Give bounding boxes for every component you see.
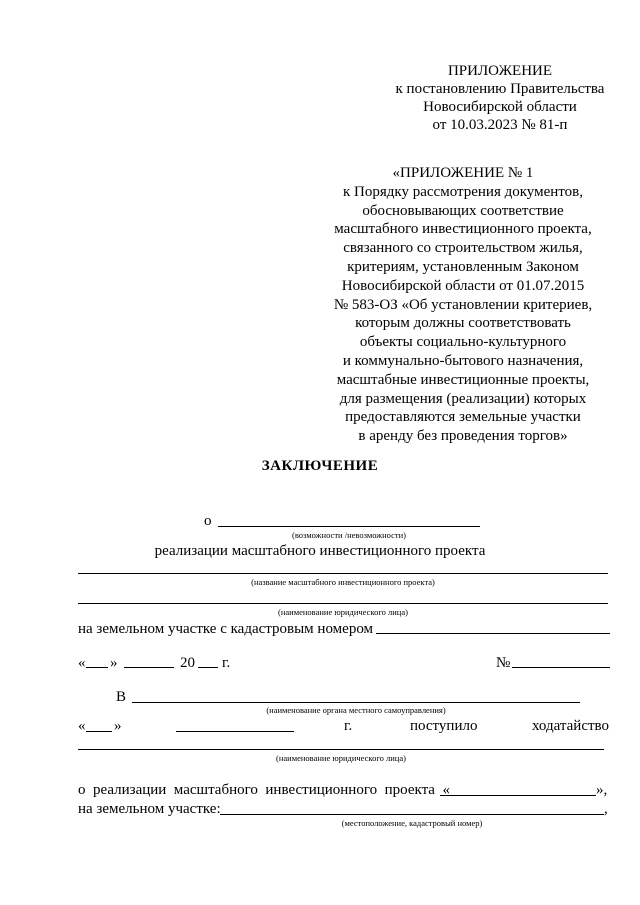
appendix-line: объекты социально-культурного xyxy=(359,334,567,351)
appendix-line: обосновывающих соответствие xyxy=(362,202,564,219)
realization-end: », xyxy=(596,782,608,798)
possibility-caption: (возможности /невозможности) xyxy=(291,530,407,540)
appendix-line: Новосибирской области от 01.07.2015 xyxy=(341,277,585,294)
date-day-field-line[interactable] xyxy=(86,667,108,668)
authority-caption: (наименование органа местного самоуправления) xyxy=(266,705,446,715)
project-quote-field-line[interactable] xyxy=(440,795,596,796)
appendix-line: предоставляются земельные участки xyxy=(345,409,581,426)
date-year-field-line[interactable] xyxy=(198,667,218,668)
land-plot-text: на земельном участке с кадастровым номером xyxy=(78,621,374,637)
number-sign: № xyxy=(496,655,511,671)
document-title: ЗАКЛЮЧЕНИЕ xyxy=(261,458,379,474)
appendix-line: для размещения (реализации) которых xyxy=(339,390,587,407)
header-line: Новосибирской области xyxy=(423,99,577,115)
appendix-line: критериям, установленным Законом xyxy=(347,258,579,275)
date-close-quote: » xyxy=(110,655,118,671)
appendix-line: и коммунально-бытового назначения, xyxy=(342,352,584,369)
possibility-field-line[interactable] xyxy=(218,526,480,527)
appendix-block xyxy=(318,164,608,446)
header-line: к постановлению Правительства xyxy=(395,81,605,97)
received-day-field-line[interactable] xyxy=(86,731,112,732)
legal-entity-field-line[interactable] xyxy=(78,603,608,604)
date-open-quote: « xyxy=(78,655,86,671)
appendix-line: масштабные инвестиционные проекты, xyxy=(336,371,590,388)
received-year-suffix: г. xyxy=(344,718,353,734)
header-line: от 10.03.2023 № 81-п xyxy=(432,117,568,133)
location-caption: (местоположение, кадастровый номер) xyxy=(341,818,483,828)
received-close-quote: » xyxy=(114,718,122,734)
realization-text: о реализации масштабного инвестиционного проекта « xyxy=(78,782,450,798)
received-word: поступило xyxy=(410,718,478,734)
number-field-line[interactable] xyxy=(512,667,610,668)
appendix-line: «ПРИЛОЖЕНИЕ № 1 xyxy=(392,165,534,181)
appendix-line: № 583-ОЗ «Об установлении критериев, xyxy=(333,296,593,313)
header-line: ПРИЛОЖЕНИЕ xyxy=(447,63,553,79)
land-plot-end: , xyxy=(604,801,608,817)
location-field-line[interactable] xyxy=(220,814,604,815)
date-year-suffix: г. xyxy=(222,655,231,671)
in-prefix: В xyxy=(116,689,127,705)
project-name-caption: (название масштабного инвестиционного проекта) xyxy=(251,577,435,587)
appendix-line: связанного со строительством жилья, xyxy=(343,240,583,257)
authority-field-line[interactable] xyxy=(132,702,580,703)
date-month-field-line[interactable] xyxy=(124,667,174,668)
appendix-line: масштабного инвестиционного проекта, xyxy=(334,221,592,238)
received-month-field-line[interactable] xyxy=(176,731,294,732)
date-year-prefix: 20 xyxy=(180,655,195,671)
appendix-line: к Порядку рассмотрения документов, xyxy=(343,183,583,200)
o-prefix: о xyxy=(204,513,212,529)
appendix-line: в аренду без проведения торгов» xyxy=(358,428,568,445)
land-plot-label: на земельном участке: xyxy=(78,801,221,817)
legal-entity-caption-2: (наименование юридического лица) xyxy=(276,753,406,763)
header-block xyxy=(370,62,630,134)
cadastral-number-field-line[interactable] xyxy=(376,633,610,634)
appendix-line: которым должны соответствовать xyxy=(355,315,571,332)
project-name-field-line[interactable] xyxy=(78,573,608,574)
realization-line: реализации масштабного инвестиционного проекта xyxy=(154,543,486,559)
legal-entity-caption: (наименование юридического лица) xyxy=(278,607,408,617)
received-open-quote: « xyxy=(78,718,86,734)
petition-word: ходатайство xyxy=(532,718,610,734)
legal-entity-field-line-2[interactable] xyxy=(78,749,604,750)
